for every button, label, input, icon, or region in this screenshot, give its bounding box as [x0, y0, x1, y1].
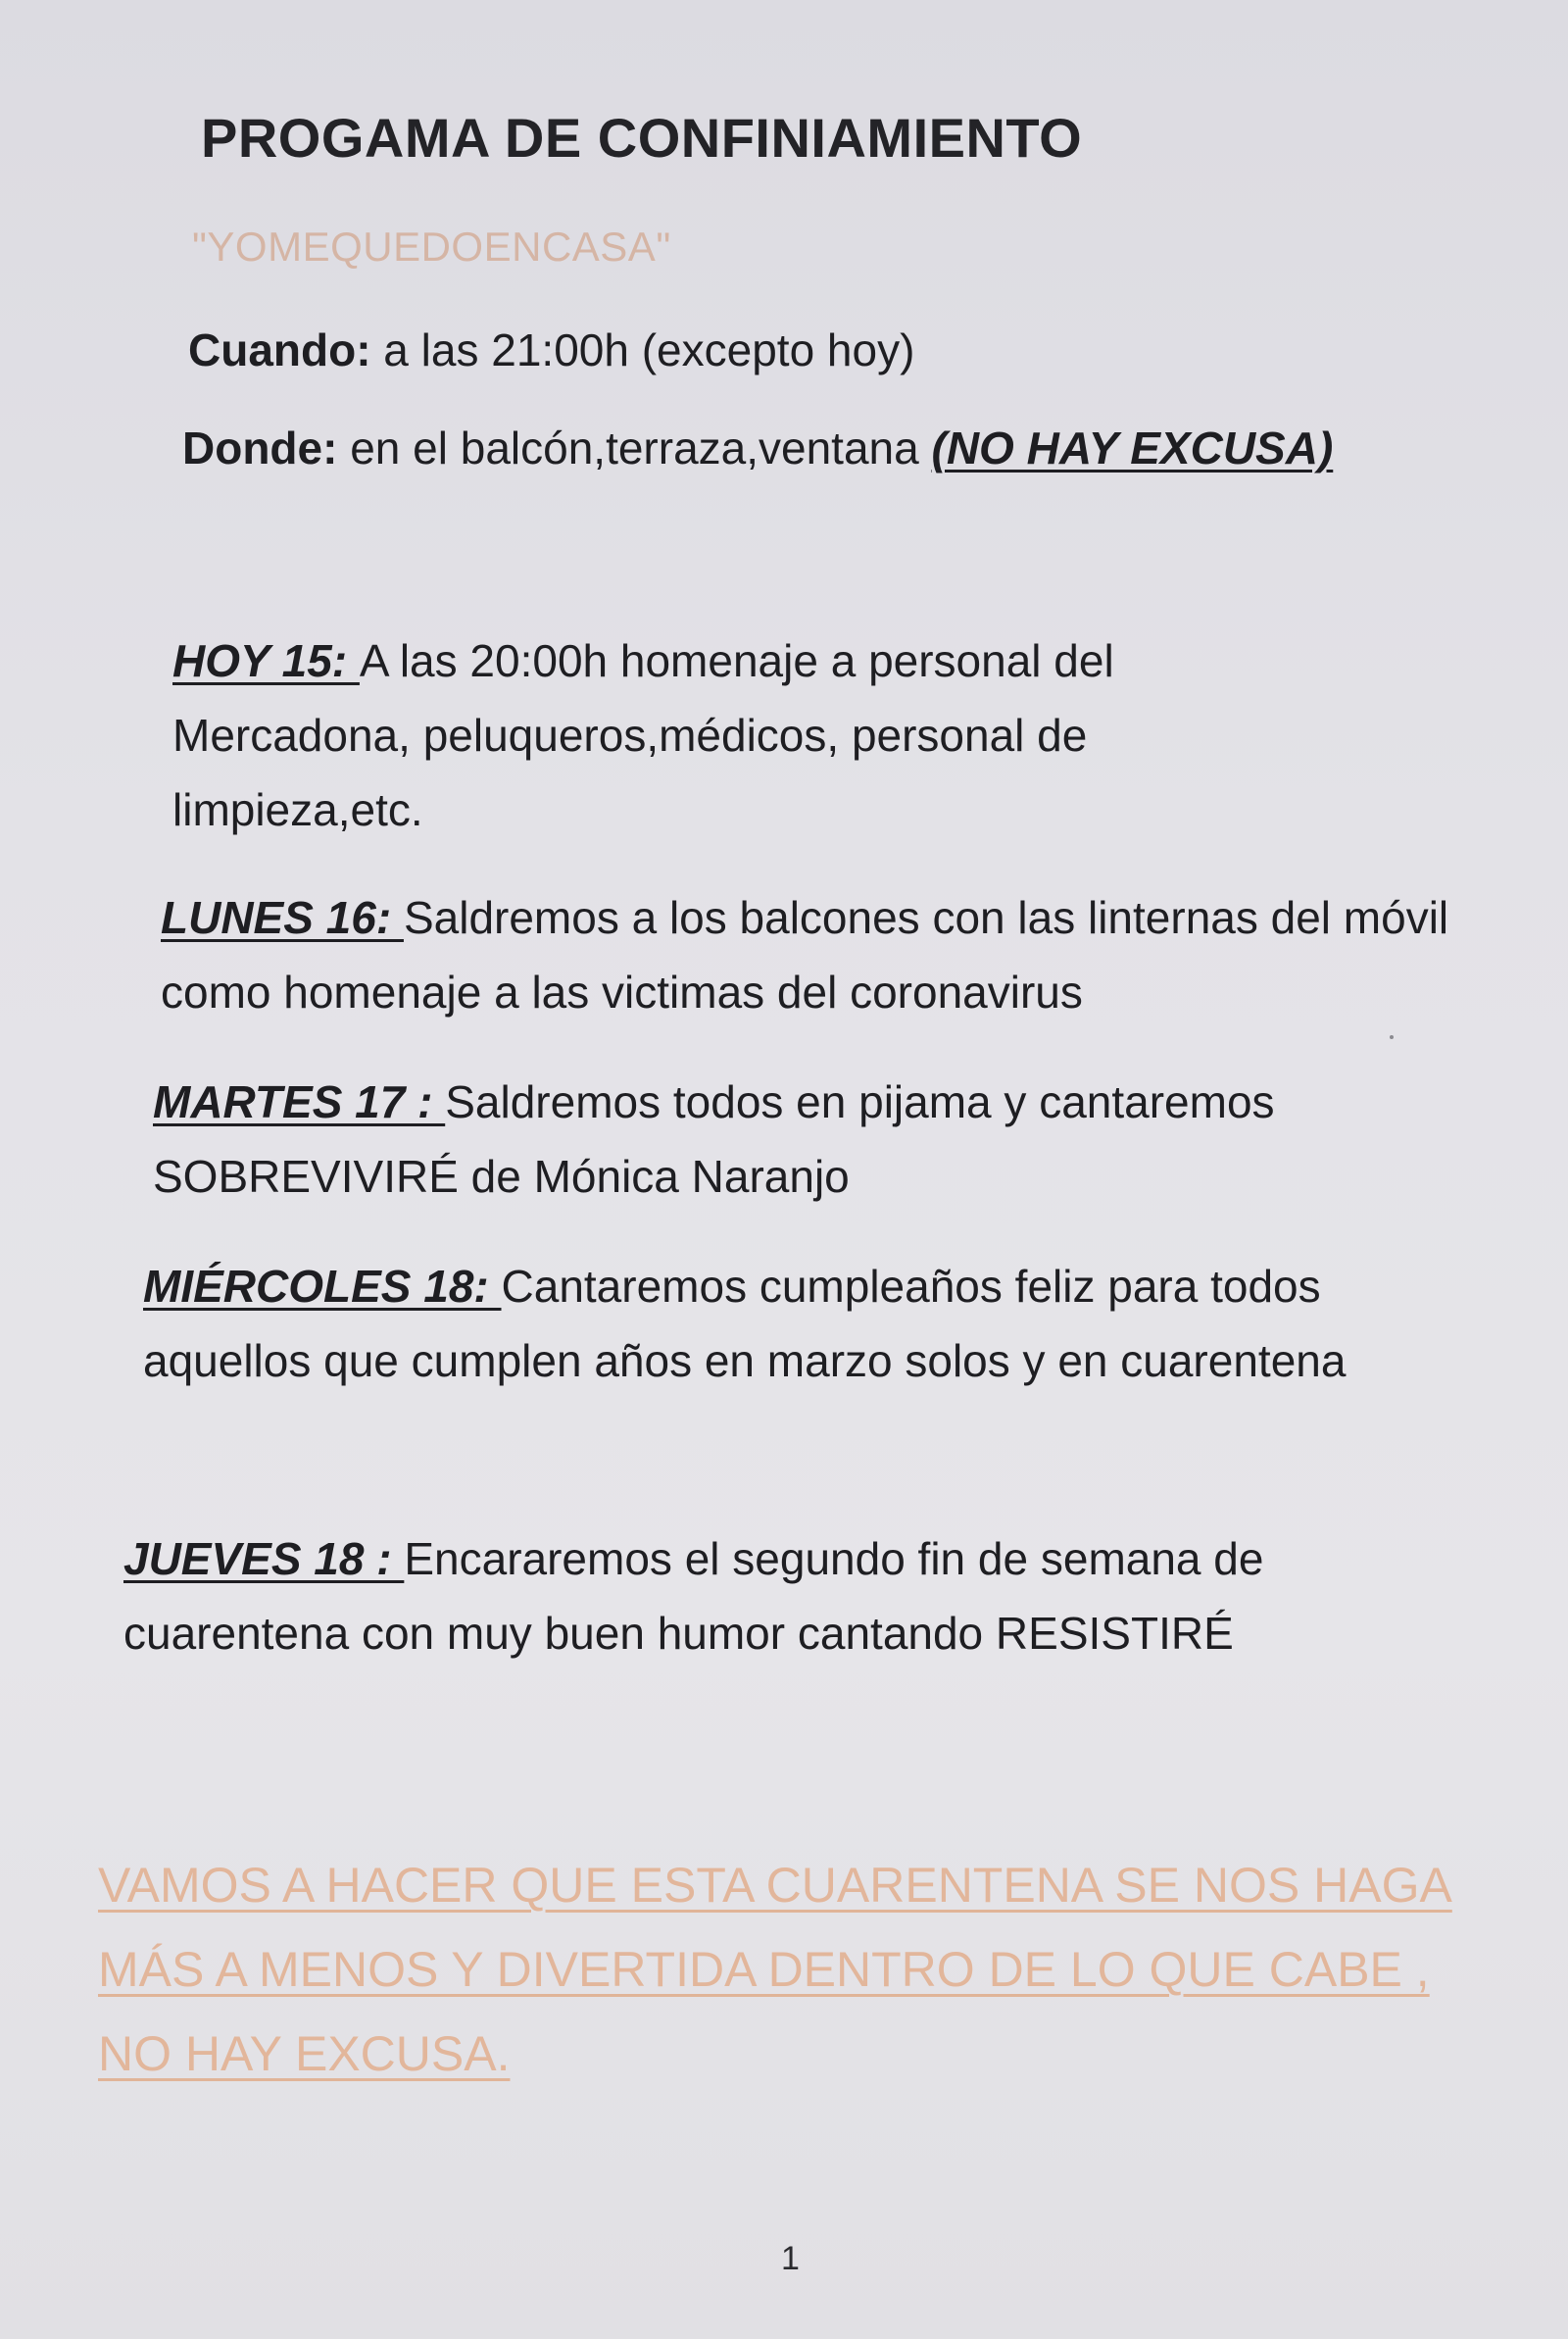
schedule-text: Saldremos todos en pijama y cantaremos SOBREVIVIRÉ de Mónica Naranjo — [153, 1076, 1275, 1202]
schedule-item-miercoles — [143, 1249, 1446, 1398]
schedule-day: MARTES 17 : — [153, 1076, 446, 1127]
document-title: PROGAMA DE CONFINIAMIENTO — [201, 107, 1083, 169]
where-label: Donde: — [182, 423, 338, 473]
where-line — [182, 422, 1333, 474]
schedule-day: HOY 15: — [172, 635, 360, 686]
closing-message: VAMOS A HACER QUE ESTA CUARENTENA SE NOS HAGA MÁS A MENOS Y DIVERTIDA DENTRO DE LO QUE CABE , NO HAY EXCUSA. — [98, 1858, 1452, 2081]
document-subtitle: "YOMEQUEDOENCASA" — [192, 224, 671, 270]
schedule-day: MIÉRCOLES 18: — [143, 1261, 502, 1312]
where-text: en el balcón,terraza,ventana — [337, 423, 932, 473]
when-line — [188, 323, 914, 376]
schedule-item-jueves — [123, 1521, 1466, 1670]
schedule-text: A las 20:00h homenaje a personal del Mercadona, peluqueros,médicos, personal de limpieza,etc. — [172, 635, 1114, 835]
schedule-item-martes — [153, 1065, 1456, 1214]
page-number: 1 — [781, 2240, 800, 2277]
schedule-item-hoy — [172, 623, 1270, 847]
schedule-day: JUEVES 18 : — [123, 1533, 405, 1584]
paper-speck — [1390, 1035, 1394, 1039]
when-label: Cuando: — [188, 324, 371, 375]
schedule-text: Cantaremos cumpleaños feliz para todos aquellos que cumplen años en marzo solos y en cuarentena — [143, 1261, 1347, 1386]
where-emphasis: (NO HAY EXCUSA) — [931, 423, 1334, 473]
schedule-text: Saldremos a los balcones con las linternas del móvil como homenaje a las victimas del coronavirus — [161, 892, 1449, 1018]
when-text: a las 21:00h (excepto hoy) — [370, 324, 915, 375]
schedule-text: Encararemos el segundo fin de semana de cuarentena con muy buen humor cantando RESISTIRÉ — [123, 1533, 1264, 1659]
schedule-day: LUNES 16: — [161, 892, 404, 943]
schedule-item-lunes — [161, 880, 1474, 1029]
